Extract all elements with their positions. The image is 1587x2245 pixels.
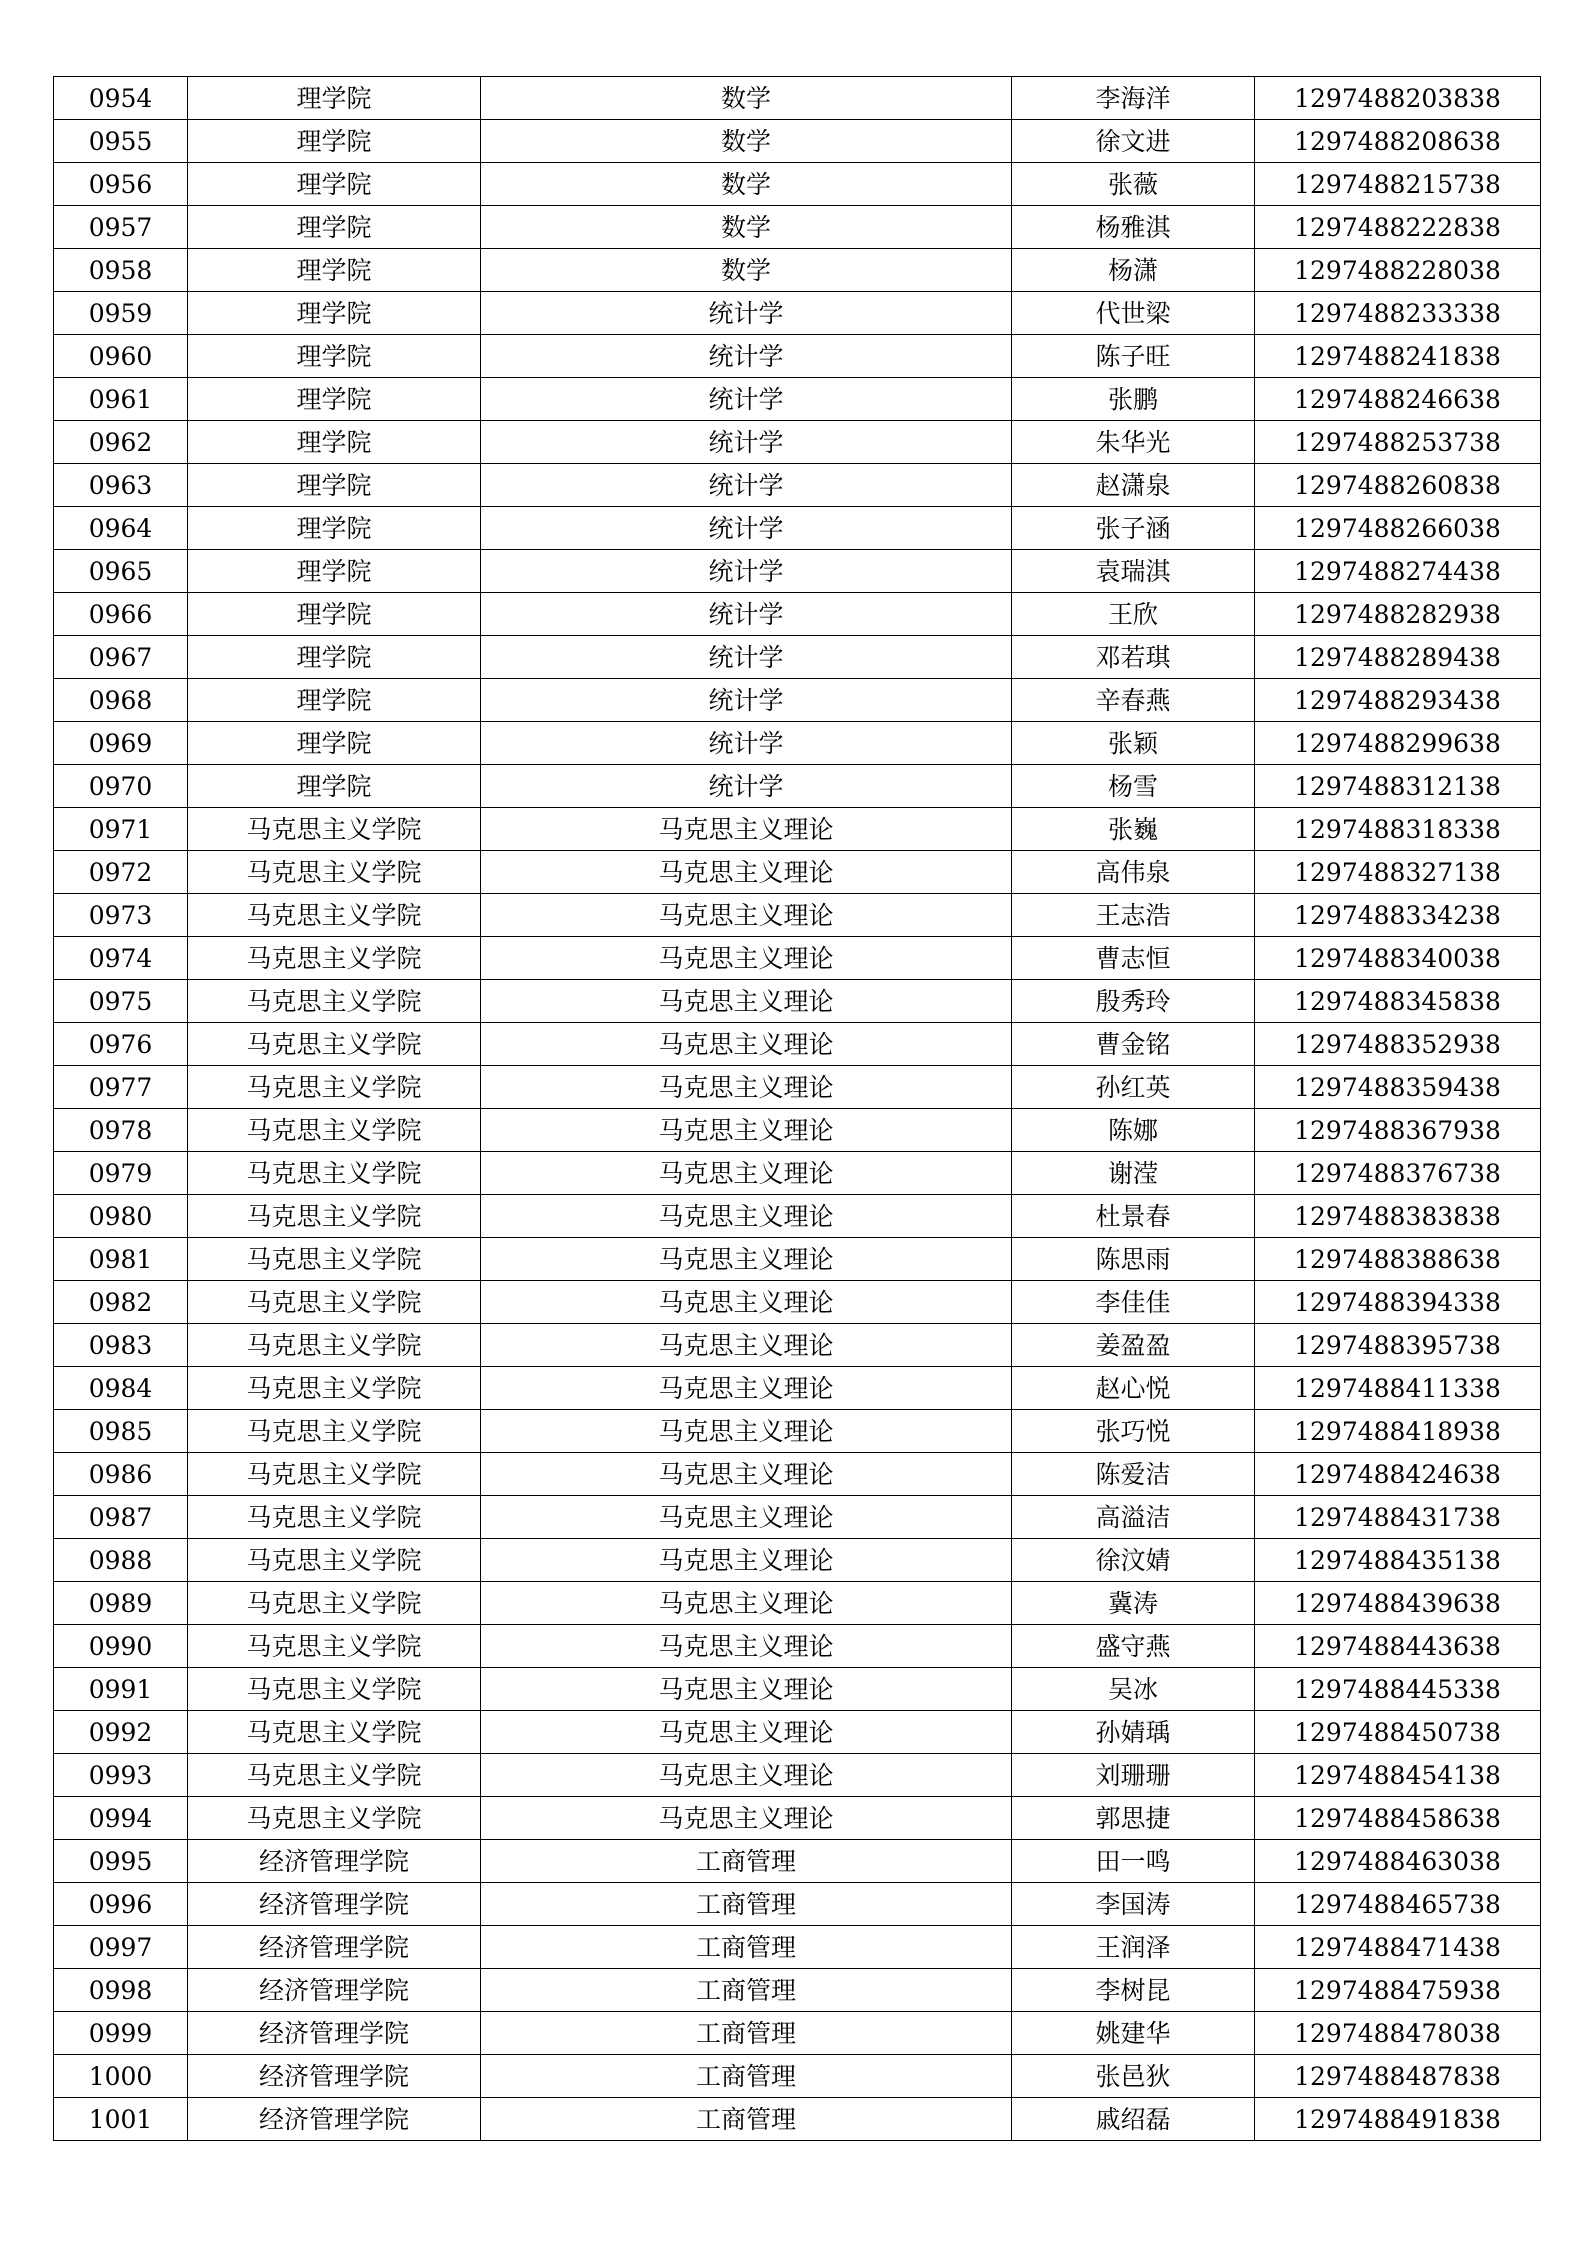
serial-number-cell: 0979 — [54, 1152, 188, 1195]
serial-number-cell: 0962 — [54, 421, 188, 464]
serial-number-cell: 0977 — [54, 1066, 188, 1109]
serial-number-cell: 0954 — [54, 77, 188, 120]
major-cell: 马克思主义理论 — [481, 1453, 1012, 1496]
student-name-cell: 李海洋 — [1012, 77, 1255, 120]
college-cell: 理学院 — [188, 765, 481, 808]
serial-number-cell: 0970 — [54, 765, 188, 808]
student-name-cell: 李国涛 — [1012, 1883, 1255, 1926]
table-row — [54, 1109, 1541, 1152]
college-cell: 马克思主义学院 — [188, 1453, 481, 1496]
id-number-cell: 1297488241838 — [1255, 335, 1541, 378]
serial-number-cell: 0984 — [54, 1367, 188, 1410]
table-row — [54, 808, 1541, 851]
table-row — [54, 292, 1541, 335]
serial-number-cell: 0995 — [54, 1840, 188, 1883]
student-name-cell: 张巧悦 — [1012, 1410, 1255, 1453]
table-row — [54, 679, 1541, 722]
table-row — [54, 421, 1541, 464]
major-cell: 马克思主义理论 — [481, 1410, 1012, 1453]
serial-number-cell: 0982 — [54, 1281, 188, 1324]
student-name-cell: 陈思雨 — [1012, 1238, 1255, 1281]
serial-number-cell: 0980 — [54, 1195, 188, 1238]
college-cell: 经济管理学院 — [188, 2055, 481, 2098]
college-cell: 马克思主义学院 — [188, 1109, 481, 1152]
college-cell: 马克思主义学院 — [188, 1625, 481, 1668]
college-cell: 理学院 — [188, 249, 481, 292]
table-row — [54, 636, 1541, 679]
table-row — [54, 1496, 1541, 1539]
table-row — [54, 1539, 1541, 1582]
student-name-cell: 孙红英 — [1012, 1066, 1255, 1109]
student-name-cell: 杨潇 — [1012, 249, 1255, 292]
college-cell: 理学院 — [188, 120, 481, 163]
college-cell: 马克思主义学院 — [188, 1797, 481, 1840]
college-cell: 马克思主义学院 — [188, 1238, 481, 1281]
college-cell: 马克思主义学院 — [188, 851, 481, 894]
table-row — [54, 1969, 1541, 2012]
id-number-cell: 1297488411338 — [1255, 1367, 1541, 1410]
table-row — [54, 77, 1541, 120]
major-cell: 统计学 — [481, 378, 1012, 421]
serial-number-cell: 0971 — [54, 808, 188, 851]
college-cell: 马克思主义学院 — [188, 1152, 481, 1195]
id-number-cell: 1297488228038 — [1255, 249, 1541, 292]
serial-number-cell: 0967 — [54, 636, 188, 679]
table-row — [54, 1152, 1541, 1195]
student-name-cell: 张邑狄 — [1012, 2055, 1255, 2098]
table-row — [54, 163, 1541, 206]
student-name-cell: 王欣 — [1012, 593, 1255, 636]
college-cell: 马克思主义学院 — [188, 1668, 481, 1711]
student-name-cell: 李佳佳 — [1012, 1281, 1255, 1324]
student-name-cell: 姚建华 — [1012, 2012, 1255, 2055]
id-number-cell: 1297488352938 — [1255, 1023, 1541, 1066]
college-cell: 经济管理学院 — [188, 1969, 481, 2012]
table-row — [54, 851, 1541, 894]
major-cell: 工商管理 — [481, 1926, 1012, 1969]
college-cell: 理学院 — [188, 335, 481, 378]
major-cell: 工商管理 — [481, 2012, 1012, 2055]
college-cell: 理学院 — [188, 550, 481, 593]
serial-number-cell: 0973 — [54, 894, 188, 937]
table-row — [54, 1023, 1541, 1066]
major-cell: 工商管理 — [481, 1883, 1012, 1926]
student-name-cell: 代世梁 — [1012, 292, 1255, 335]
serial-number-cell: 0960 — [54, 335, 188, 378]
student-name-cell: 徐文进 — [1012, 120, 1255, 163]
student-name-cell: 高伟泉 — [1012, 851, 1255, 894]
major-cell: 数学 — [481, 206, 1012, 249]
major-cell: 统计学 — [481, 550, 1012, 593]
major-cell: 马克思主义理论 — [481, 1195, 1012, 1238]
id-number-cell: 1297488340038 — [1255, 937, 1541, 980]
serial-number-cell: 0958 — [54, 249, 188, 292]
id-number-cell: 1297488454138 — [1255, 1754, 1541, 1797]
serial-number-cell: 0991 — [54, 1668, 188, 1711]
id-number-cell: 1297488282938 — [1255, 593, 1541, 636]
id-number-cell: 1297488215738 — [1255, 163, 1541, 206]
major-cell: 马克思主义理论 — [481, 1625, 1012, 1668]
id-number-cell: 1297488471438 — [1255, 1926, 1541, 1969]
college-cell: 理学院 — [188, 464, 481, 507]
table-row — [54, 894, 1541, 937]
id-number-cell: 1297488299638 — [1255, 722, 1541, 765]
major-cell: 统计学 — [481, 722, 1012, 765]
college-cell: 马克思主义学院 — [188, 1195, 481, 1238]
major-cell: 统计学 — [481, 593, 1012, 636]
student-name-cell: 郭思捷 — [1012, 1797, 1255, 1840]
table-row — [54, 765, 1541, 808]
id-number-cell: 1297488388638 — [1255, 1238, 1541, 1281]
major-cell: 统计学 — [481, 464, 1012, 507]
college-cell: 马克思主义学院 — [188, 1539, 481, 1582]
major-cell: 马克思主义理论 — [481, 1238, 1012, 1281]
serial-number-cell: 0994 — [54, 1797, 188, 1840]
serial-number-cell: 0961 — [54, 378, 188, 421]
id-number-cell: 1297488334238 — [1255, 894, 1541, 937]
table-row — [54, 550, 1541, 593]
id-number-cell: 1297488345838 — [1255, 980, 1541, 1023]
table-row — [54, 1883, 1541, 1926]
major-cell: 马克思主义理论 — [481, 808, 1012, 851]
id-number-cell: 1297488318338 — [1255, 808, 1541, 851]
college-cell: 理学院 — [188, 507, 481, 550]
serial-number-cell: 0987 — [54, 1496, 188, 1539]
college-cell: 理学院 — [188, 722, 481, 765]
table-row — [54, 206, 1541, 249]
major-cell: 马克思主义理论 — [481, 1496, 1012, 1539]
student-name-cell: 王润泽 — [1012, 1926, 1255, 1969]
id-number-cell: 1297488487838 — [1255, 2055, 1541, 2098]
serial-number-cell: 1000 — [54, 2055, 188, 2098]
student-name-cell: 吴冰 — [1012, 1668, 1255, 1711]
college-cell: 马克思主义学院 — [188, 1496, 481, 1539]
id-number-cell: 1297488222838 — [1255, 206, 1541, 249]
id-number-cell: 1297488435138 — [1255, 1539, 1541, 1582]
student-name-cell: 辛春燕 — [1012, 679, 1255, 722]
serial-number-cell: 0959 — [54, 292, 188, 335]
serial-number-cell: 0992 — [54, 1711, 188, 1754]
table-row — [54, 1840, 1541, 1883]
table-row — [54, 249, 1541, 292]
serial-number-cell: 0983 — [54, 1324, 188, 1367]
college-cell: 马克思主义学院 — [188, 1281, 481, 1324]
college-cell: 经济管理学院 — [188, 1883, 481, 1926]
major-cell: 工商管理 — [481, 2055, 1012, 2098]
table-row — [54, 1754, 1541, 1797]
id-number-cell: 1297488327138 — [1255, 851, 1541, 894]
serial-number-cell: 0972 — [54, 851, 188, 894]
id-number-cell: 1297488463038 — [1255, 1840, 1541, 1883]
serial-number-cell: 0957 — [54, 206, 188, 249]
serial-number-cell: 0968 — [54, 679, 188, 722]
id-number-cell: 1297488203838 — [1255, 77, 1541, 120]
college-cell: 理学院 — [188, 636, 481, 679]
major-cell: 数学 — [481, 249, 1012, 292]
student-name-cell: 陈爱洁 — [1012, 1453, 1255, 1496]
major-cell: 马克思主义理论 — [481, 1797, 1012, 1840]
id-number-cell: 1297488431738 — [1255, 1496, 1541, 1539]
student-name-cell: 邓若琪 — [1012, 636, 1255, 679]
serial-number-cell: 0975 — [54, 980, 188, 1023]
table-row — [54, 722, 1541, 765]
serial-number-cell: 0985 — [54, 1410, 188, 1453]
student-name-cell: 赵心悦 — [1012, 1367, 1255, 1410]
serial-number-cell: 0981 — [54, 1238, 188, 1281]
major-cell: 统计学 — [481, 335, 1012, 378]
table-row — [54, 1711, 1541, 1754]
table-row — [54, 1926, 1541, 1969]
student-name-cell: 盛守燕 — [1012, 1625, 1255, 1668]
serial-number-cell: 0955 — [54, 120, 188, 163]
major-cell: 工商管理 — [481, 1840, 1012, 1883]
table-row — [54, 1410, 1541, 1453]
major-cell: 统计学 — [481, 292, 1012, 335]
id-number-cell: 1297488253738 — [1255, 421, 1541, 464]
student-name-cell: 戚绍磊 — [1012, 2098, 1255, 2141]
college-cell: 马克思主义学院 — [188, 1023, 481, 1066]
college-cell: 马克思主义学院 — [188, 937, 481, 980]
major-cell: 统计学 — [481, 679, 1012, 722]
table-row — [54, 1324, 1541, 1367]
major-cell: 工商管理 — [481, 1969, 1012, 2012]
serial-number-cell: 0996 — [54, 1883, 188, 1926]
major-cell: 统计学 — [481, 507, 1012, 550]
student-name-cell: 田一鸣 — [1012, 1840, 1255, 1883]
table-row — [54, 980, 1541, 1023]
id-number-cell: 1297488246638 — [1255, 378, 1541, 421]
student-name-cell: 李树昆 — [1012, 1969, 1255, 2012]
college-cell: 马克思主义学院 — [188, 808, 481, 851]
college-cell: 理学院 — [188, 593, 481, 636]
id-number-cell: 1297488394338 — [1255, 1281, 1541, 1324]
college-cell: 理学院 — [188, 421, 481, 464]
student-name-cell: 孙婧瑀 — [1012, 1711, 1255, 1754]
college-cell: 理学院 — [188, 679, 481, 722]
major-cell: 马克思主义理论 — [481, 1066, 1012, 1109]
table-row — [54, 1453, 1541, 1496]
serial-number-cell: 0988 — [54, 1539, 188, 1582]
major-cell: 马克思主义理论 — [481, 1281, 1012, 1324]
id-number-cell: 1297488208638 — [1255, 120, 1541, 163]
serial-number-cell: 0993 — [54, 1754, 188, 1797]
table-row — [54, 1195, 1541, 1238]
college-cell: 经济管理学院 — [188, 1840, 481, 1883]
table-row — [54, 464, 1541, 507]
id-number-cell: 1297488289438 — [1255, 636, 1541, 679]
student-name-cell: 陈娜 — [1012, 1109, 1255, 1152]
table-row — [54, 1625, 1541, 1668]
major-cell: 马克思主义理论 — [481, 1754, 1012, 1797]
major-cell: 统计学 — [481, 636, 1012, 679]
id-number-cell: 1297488418938 — [1255, 1410, 1541, 1453]
serial-number-cell: 0974 — [54, 937, 188, 980]
college-cell: 马克思主义学院 — [188, 1066, 481, 1109]
student-name-cell: 冀涛 — [1012, 1582, 1255, 1625]
id-number-cell: 1297488359438 — [1255, 1066, 1541, 1109]
id-number-cell: 1297488266038 — [1255, 507, 1541, 550]
college-cell: 经济管理学院 — [188, 2098, 481, 2141]
id-number-cell: 1297488475938 — [1255, 1969, 1541, 2012]
college-cell: 马克思主义学院 — [188, 1324, 481, 1367]
student-name-cell: 姜盈盈 — [1012, 1324, 1255, 1367]
student-name-cell: 杜景春 — [1012, 1195, 1255, 1238]
major-cell: 工商管理 — [481, 2098, 1012, 2141]
student-name-cell: 高溢洁 — [1012, 1496, 1255, 1539]
id-number-cell: 1297488260838 — [1255, 464, 1541, 507]
id-number-cell: 1297488465738 — [1255, 1883, 1541, 1926]
serial-number-cell: 0999 — [54, 2012, 188, 2055]
id-number-cell: 1297488491838 — [1255, 2098, 1541, 2141]
major-cell: 马克思主义理论 — [481, 980, 1012, 1023]
college-cell: 经济管理学院 — [188, 1926, 481, 1969]
major-cell: 马克思主义理论 — [481, 894, 1012, 937]
serial-number-cell: 0976 — [54, 1023, 188, 1066]
major-cell: 马克思主义理论 — [481, 1152, 1012, 1195]
major-cell: 数学 — [481, 163, 1012, 206]
table-row — [54, 335, 1541, 378]
college-cell: 马克思主义学院 — [188, 1754, 481, 1797]
college-cell: 马克思主义学院 — [188, 980, 481, 1023]
major-cell: 统计学 — [481, 421, 1012, 464]
student-name-cell: 张巍 — [1012, 808, 1255, 851]
college-cell: 理学院 — [188, 206, 481, 249]
student-name-cell: 杨雅淇 — [1012, 206, 1255, 249]
table-row — [54, 593, 1541, 636]
major-cell: 马克思主义理论 — [481, 1109, 1012, 1152]
id-number-cell: 1297488439638 — [1255, 1582, 1541, 1625]
student-name-cell: 张薇 — [1012, 163, 1255, 206]
college-cell: 马克思主义学院 — [188, 894, 481, 937]
college-cell: 马克思主义学院 — [188, 1582, 481, 1625]
id-number-cell: 1297488424638 — [1255, 1453, 1541, 1496]
table-row — [54, 1668, 1541, 1711]
student-name-cell: 谢滢 — [1012, 1152, 1255, 1195]
student-name-cell: 曹金铭 — [1012, 1023, 1255, 1066]
student-name-cell: 陈子旺 — [1012, 335, 1255, 378]
serial-number-cell: 0963 — [54, 464, 188, 507]
serial-number-cell: 0997 — [54, 1926, 188, 1969]
table-row — [54, 120, 1541, 163]
major-cell: 马克思主义理论 — [481, 1023, 1012, 1066]
id-number-cell: 1297488367938 — [1255, 1109, 1541, 1152]
id-number-cell: 1297488450738 — [1255, 1711, 1541, 1754]
table-row — [54, 1281, 1541, 1324]
college-cell: 经济管理学院 — [188, 2012, 481, 2055]
student-name-cell: 王志浩 — [1012, 894, 1255, 937]
major-cell: 统计学 — [481, 765, 1012, 808]
id-number-cell: 1297488458638 — [1255, 1797, 1541, 1840]
id-number-cell: 1297488376738 — [1255, 1152, 1541, 1195]
student-name-cell: 张鹏 — [1012, 378, 1255, 421]
college-cell: 理学院 — [188, 163, 481, 206]
student-name-cell: 张子涵 — [1012, 507, 1255, 550]
serial-number-cell: 0978 — [54, 1109, 188, 1152]
serial-number-cell: 0966 — [54, 593, 188, 636]
table-row — [54, 1582, 1541, 1625]
college-cell: 理学院 — [188, 378, 481, 421]
id-number-cell: 1297488383838 — [1255, 1195, 1541, 1238]
table-row — [54, 2012, 1541, 2055]
serial-number-cell: 0956 — [54, 163, 188, 206]
college-cell: 马克思主义学院 — [188, 1711, 481, 1754]
id-number-cell: 1297488478038 — [1255, 2012, 1541, 2055]
id-number-cell: 1297488233338 — [1255, 292, 1541, 335]
student-name-cell: 赵潇泉 — [1012, 464, 1255, 507]
serial-number-cell: 0986 — [54, 1453, 188, 1496]
table-row — [54, 1797, 1541, 1840]
student-name-cell: 刘珊珊 — [1012, 1754, 1255, 1797]
major-cell: 数学 — [481, 120, 1012, 163]
table-row — [54, 1367, 1541, 1410]
table-row — [54, 507, 1541, 550]
serial-number-cell: 0965 — [54, 550, 188, 593]
table-row — [54, 937, 1541, 980]
major-cell: 马克思主义理论 — [481, 1539, 1012, 1582]
serial-number-cell: 0990 — [54, 1625, 188, 1668]
id-number-cell: 1297488395738 — [1255, 1324, 1541, 1367]
table-row — [54, 2098, 1541, 2141]
student-name-cell: 徐汶婧 — [1012, 1539, 1255, 1582]
major-cell: 数学 — [481, 77, 1012, 120]
student-name-cell: 朱华光 — [1012, 421, 1255, 464]
major-cell: 马克思主义理论 — [481, 1582, 1012, 1625]
major-cell: 马克思主义理论 — [481, 1711, 1012, 1754]
roster-table — [53, 76, 1541, 2141]
serial-number-cell: 0964 — [54, 507, 188, 550]
table-row — [54, 1238, 1541, 1281]
student-name-cell: 张颖 — [1012, 722, 1255, 765]
serial-number-cell: 1001 — [54, 2098, 188, 2141]
major-cell: 马克思主义理论 — [481, 1367, 1012, 1410]
major-cell: 马克思主义理论 — [481, 1668, 1012, 1711]
table-row — [54, 378, 1541, 421]
serial-number-cell: 0989 — [54, 1582, 188, 1625]
college-cell: 理学院 — [188, 292, 481, 335]
student-name-cell: 袁瑞淇 — [1012, 550, 1255, 593]
serial-number-cell: 0969 — [54, 722, 188, 765]
student-name-cell: 曹志恒 — [1012, 937, 1255, 980]
major-cell: 马克思主义理论 — [481, 1324, 1012, 1367]
serial-number-cell: 0998 — [54, 1969, 188, 2012]
table-row — [54, 2055, 1541, 2098]
college-cell: 理学院 — [188, 77, 481, 120]
major-cell: 马克思主义理论 — [481, 851, 1012, 894]
college-cell: 马克思主义学院 — [188, 1367, 481, 1410]
table-row — [54, 1066, 1541, 1109]
id-number-cell: 1297488274438 — [1255, 550, 1541, 593]
id-number-cell: 1297488293438 — [1255, 679, 1541, 722]
id-number-cell: 1297488312138 — [1255, 765, 1541, 808]
id-number-cell: 1297488445338 — [1255, 1668, 1541, 1711]
student-name-cell: 杨雪 — [1012, 765, 1255, 808]
college-cell: 马克思主义学院 — [188, 1410, 481, 1453]
roster-table-body — [54, 77, 1541, 2141]
major-cell: 马克思主义理论 — [481, 937, 1012, 980]
id-number-cell: 1297488443638 — [1255, 1625, 1541, 1668]
student-name-cell: 殷秀玲 — [1012, 980, 1255, 1023]
